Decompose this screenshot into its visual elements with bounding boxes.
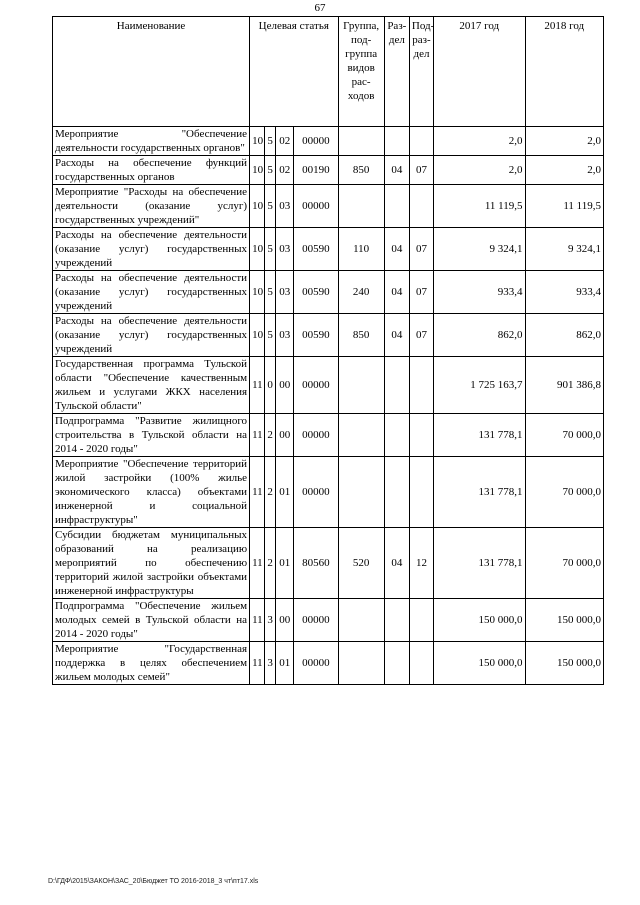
expense-group — [338, 127, 384, 156]
target-subprogram: 2 — [265, 414, 276, 457]
target-direction: 00000 — [294, 457, 338, 528]
header-razdel: Раз-дел — [384, 17, 409, 127]
amount-2018: 70 000,0 — [525, 528, 604, 599]
row-name: Подпрограмма "Обеспечение жильем молодых семей в Тульской области на 2014 - 2020 годы" — [53, 599, 250, 642]
amount-2018: 150 000,0 — [525, 599, 604, 642]
podrazdel — [409, 127, 433, 156]
target-event: 00 — [276, 599, 294, 642]
amount-2017: 11 119,5 — [434, 185, 525, 228]
amount-2018: 862,0 — [525, 314, 604, 357]
row-name: Мероприятие "Расходы на обеспечение деятельности (оказание услуг) государственных учреждений" — [53, 185, 250, 228]
table-row — [53, 457, 604, 528]
target-program: 11 — [250, 457, 265, 528]
razdel — [384, 457, 409, 528]
target-subprogram: 0 — [265, 357, 276, 414]
target-direction: 00000 — [294, 357, 338, 414]
amount-2017: 2,0 — [434, 156, 525, 185]
header-target: Целевая статья — [250, 17, 338, 127]
podrazdel — [409, 185, 433, 228]
amount-2017: 9 324,1 — [434, 228, 525, 271]
podrazdel — [409, 457, 433, 528]
target-program: 10 — [250, 127, 265, 156]
target-event: 01 — [276, 457, 294, 528]
target-program: 10 — [250, 228, 265, 271]
razdel: 04 — [384, 156, 409, 185]
budget-table — [52, 16, 604, 685]
expense-group — [338, 185, 384, 228]
razdel: 04 — [384, 314, 409, 357]
target-direction: 00000 — [294, 127, 338, 156]
amount-2018: 2,0 — [525, 156, 604, 185]
target-event: 02 — [276, 156, 294, 185]
table-row — [53, 314, 604, 357]
row-name: Субсидии бюджетам муниципальных образований на реализацию мероприятий по обеспечению территорий жилой застройки объектами инженерной инфраструктуры — [53, 528, 250, 599]
file-path-footer: D:\ГДФ\2015\ЗАКОН\ЗАС_20\Бюджет ТО 2016-2018_3 чт\пт17.xls — [48, 878, 259, 885]
razdel — [384, 599, 409, 642]
target-event: 01 — [276, 642, 294, 685]
target-subprogram: 5 — [265, 127, 276, 156]
target-program: 11 — [250, 599, 265, 642]
target-subprogram: 2 — [265, 457, 276, 528]
amount-2017: 150 000,0 — [434, 642, 525, 685]
header-2017: 2017 год — [434, 17, 525, 127]
target-direction: 00190 — [294, 156, 338, 185]
target-subprogram: 5 — [265, 156, 276, 185]
row-name: Расходы на обеспечение деятельности (оказание услуг) государственных учреждений — [53, 271, 250, 314]
podrazdel: 07 — [409, 271, 433, 314]
razdel — [384, 185, 409, 228]
amount-2018: 70 000,0 — [525, 414, 604, 457]
expense-group: 240 — [338, 271, 384, 314]
amount-2018: 933,4 — [525, 271, 604, 314]
table-row — [53, 185, 604, 228]
target-subprogram: 5 — [265, 271, 276, 314]
target-program: 11 — [250, 414, 265, 457]
target-program: 11 — [250, 357, 265, 414]
amount-2018: 11 119,5 — [525, 185, 604, 228]
row-name: Расходы на обеспечение деятельности (оказание услуг) государственных учреждений — [53, 314, 250, 357]
table-header-row — [53, 17, 604, 127]
expense-group: 520 — [338, 528, 384, 599]
target-event: 03 — [276, 314, 294, 357]
expense-group: 110 — [338, 228, 384, 271]
target-direction: 00000 — [294, 642, 338, 685]
amount-2017: 862,0 — [434, 314, 525, 357]
page-number: 67 — [314, 2, 326, 14]
podrazdel — [409, 642, 433, 685]
amount-2017: 131 778,1 — [434, 457, 525, 528]
amount-2017: 131 778,1 — [434, 528, 525, 599]
target-direction: 80560 — [294, 528, 338, 599]
row-name: Государственная программа Тульской области "Обеспечение качественным жильем и услугами ЖКХ населения Тульской области" — [53, 357, 250, 414]
amount-2018: 2,0 — [525, 127, 604, 156]
expense-group — [338, 599, 384, 642]
amount-2018: 70 000,0 — [525, 457, 604, 528]
amount-2017: 1 725 163,7 — [434, 357, 525, 414]
target-subprogram: 3 — [265, 599, 276, 642]
header-group: Группа, под-группа видов рас-ходов — [338, 17, 384, 127]
row-name: Расходы на обеспечение деятельности (оказание услуг) государственных учреждений — [53, 228, 250, 271]
table-row — [53, 156, 604, 185]
target-program: 10 — [250, 314, 265, 357]
razdel: 04 — [384, 228, 409, 271]
target-direction: 00590 — [294, 228, 338, 271]
podrazdel: 07 — [409, 314, 433, 357]
amount-2017: 150 000,0 — [434, 599, 525, 642]
target-event: 00 — [276, 414, 294, 457]
table-row — [53, 642, 604, 685]
header-podrazdel: Под-раз-дел — [409, 17, 433, 127]
target-direction: 00000 — [294, 185, 338, 228]
podrazdel: 07 — [409, 156, 433, 185]
target-program: 10 — [250, 185, 265, 228]
target-event: 03 — [276, 228, 294, 271]
podrazdel — [409, 414, 433, 457]
row-name: Подпрограмма "Развитие жилищного строительства в Тульской области на 2014 - 2020 годы" — [53, 414, 250, 457]
table-row — [53, 271, 604, 314]
target-subprogram: 5 — [265, 314, 276, 357]
target-event: 00 — [276, 357, 294, 414]
podrazdel — [409, 357, 433, 414]
table-row — [53, 528, 604, 599]
table-row — [53, 127, 604, 156]
target-event: 01 — [276, 528, 294, 599]
target-program: 11 — [250, 642, 265, 685]
amount-2017: 933,4 — [434, 271, 525, 314]
target-program: 10 — [250, 271, 265, 314]
amount-2018: 901 386,8 — [525, 357, 604, 414]
header-2018: 2018 год — [525, 17, 604, 127]
target-event: 03 — [276, 271, 294, 314]
target-direction: 00000 — [294, 599, 338, 642]
razdel — [384, 127, 409, 156]
table-row — [53, 357, 604, 414]
target-direction: 00000 — [294, 414, 338, 457]
expense-group — [338, 457, 384, 528]
podrazdel — [409, 599, 433, 642]
expense-group — [338, 642, 384, 685]
amount-2017: 2,0 — [434, 127, 525, 156]
target-event: 02 — [276, 127, 294, 156]
target-direction: 00590 — [294, 271, 338, 314]
target-event: 03 — [276, 185, 294, 228]
expense-group: 850 — [338, 314, 384, 357]
razdel — [384, 357, 409, 414]
target-direction: 00590 — [294, 314, 338, 357]
row-name: Мероприятие "Обеспечение территорий жилой застройки (100% жилье экономического класса) объектами инженерной и социальной инфраструктуры" — [53, 457, 250, 528]
expense-group — [338, 414, 384, 457]
table-row — [53, 414, 604, 457]
razdel: 04 — [384, 528, 409, 599]
target-program: 11 — [250, 528, 265, 599]
expense-group: 850 — [338, 156, 384, 185]
row-name: Мероприятие "Обеспечение деятельности государственных органов" — [53, 127, 250, 156]
expense-group — [338, 357, 384, 414]
row-name: Расходы на обеспечение функций государственных органов — [53, 156, 250, 185]
table-row — [53, 228, 604, 271]
razdel — [384, 414, 409, 457]
target-subprogram: 5 — [265, 185, 276, 228]
amount-2018: 9 324,1 — [525, 228, 604, 271]
target-program: 10 — [250, 156, 265, 185]
header-name: Наименование — [53, 17, 250, 127]
target-subprogram: 5 — [265, 228, 276, 271]
target-subprogram: 3 — [265, 642, 276, 685]
podrazdel: 12 — [409, 528, 433, 599]
razdel: 04 — [384, 271, 409, 314]
podrazdel: 07 — [409, 228, 433, 271]
target-subprogram: 2 — [265, 528, 276, 599]
amount-2018: 150 000,0 — [525, 642, 604, 685]
table-row — [53, 599, 604, 642]
razdel — [384, 642, 409, 685]
row-name: Мероприятие "Государственная поддержка в целях обеспечением жильем молодых семей" — [53, 642, 250, 685]
amount-2017: 131 778,1 — [434, 414, 525, 457]
